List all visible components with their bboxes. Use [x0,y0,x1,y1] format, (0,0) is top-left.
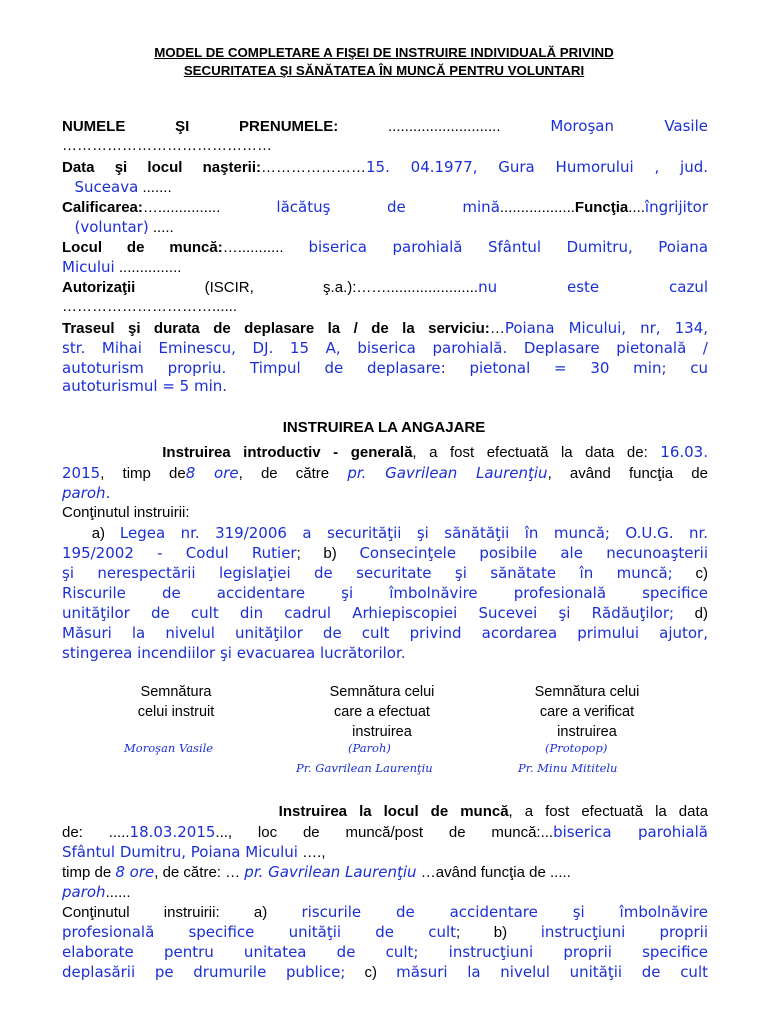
signature-col-efectuat [292,682,472,742]
s2-role: paroh [62,883,106,901]
s1-a-label: a) [91,525,120,542]
s1-date-b: 2015 [62,464,101,482]
s2-place-trailing: …., [297,844,326,861]
document-title [60,44,708,80]
sig3-line-3: instruirea [557,724,617,740]
s2-intro-line [62,802,708,822]
handwritten-signature-instruit: Moroşan Vasile [124,741,214,755]
s2-content-line-2 [62,922,708,943]
work-value-a: biserica parohială Sfântul Dumitru, Poiana [308,238,709,256]
function-line-2 [62,217,708,238]
s1-hours: 8 ore [185,464,239,482]
title-line-2: SECURITATEA ŞI SĂNĂTATEA ÎN MUNCĂ PENTRU VOLUNTARI [183,63,585,78]
s1-role: paroh [62,484,106,502]
func-value-a: îngrijitor [644,198,709,216]
s1-func-text: , având funcţia de [547,465,708,482]
title-line-1: MODEL DE COMPLETARE A FIŞEI DE INSTRUIRE INDIVIDUALĂ PRIVIND [154,45,614,60]
s1-b-text-2: şi nerespectării legislaţiei de securitate şi sănătate în muncă; [62,564,673,582]
s2-a-text-2: profesională specifice unităţii de cult [62,923,456,941]
s2-line-4 [62,862,708,883]
section-heading-angajare: INSTRUIREA LA ANGAJARE [282,419,486,436]
name-field [62,116,708,137]
work-dots: …........... [222,239,284,256]
sig3-line-1: Semnătura celui [534,684,640,700]
route-value-4: autoturismul = 5 min. [62,377,228,395]
s1-c-text-1: Riscurile de accidentare şi îmbolnăvire profesională specifice [62,584,708,602]
s2-b-text-1: instrucţiuni proprii [540,923,709,941]
s1-intro-text: , a fost efectuată la data de: [412,444,661,461]
s2-line-5 [62,882,708,903]
s2-content-line-4 [62,962,708,983]
qual-value: lăcătuş de mină [276,198,500,216]
s2-role-end: ...... [105,884,131,901]
qual-dots-2: .................. [499,199,575,216]
handwritten-role-protopop: (Protopop) [545,741,608,755]
birth-label: Data şi locul naşterii: [62,159,261,176]
workplace-line-2 [62,257,708,278]
s2-time-text: timp de [62,864,116,881]
s1-a-text-2: 195/2002 - Codul Rutier [62,544,297,562]
workplace-field [62,237,708,258]
s1-intro-line [62,442,708,463]
birth-line-2 [62,177,708,198]
s2-place-b: Sfântul Dumitru, Poiana Micului [62,843,298,861]
sig2-line-3: instruirea [352,724,412,740]
sig3-line-2: care a verificat [539,704,635,720]
s2-c-text-2: măsuri la nivelul unităţii de cult [396,963,708,981]
s1-item-a-line-2 [62,543,708,564]
s1-a-text-1: Legea nr. 319/2006 a securităţii şi sănătăţii în muncă; O.U.G. nr. [119,524,709,542]
s2-c-text-1: deplasării pe drumurile publice; [62,963,346,981]
s2-person: pr. Gavrilean Laurenţiu [244,863,417,881]
route-field [62,318,708,339]
route-dots: … [489,320,505,337]
s2-c-label: c) [345,964,397,981]
s1-item-c-line-2 [62,603,708,624]
s1-b-label: ; b) [296,545,360,562]
s1-line-3 [62,483,708,504]
func-label: Funcţia [574,199,629,216]
auth-value: nu este cazul [478,278,708,296]
name-trailing-line [62,136,708,156]
s1-by-text: , de către [238,465,348,482]
s1-d-text-1: Măsuri la nivelul unităţilor de cult privind acordarea primului ajutor, [62,624,708,642]
s1-item-a-line-1 [62,523,708,544]
s2-date: 18.03.2015 [129,823,216,841]
func-dots: .... [628,199,645,216]
s1-person: pr. Gavrilean Laurenţiu [347,464,548,482]
sig2-line-1: Semnătura celui [329,684,435,700]
s2-a-text-1: riscurile de accidentare şi îmbolnăvire [301,903,708,921]
s1-d-text-2: stingerea incendiilor şi evacuarea lucrătorilor. [62,644,406,662]
s1-content-label: Conţinutul instruirii: [62,504,190,521]
s2-line-3 [62,842,708,863]
s2-content-line-1 [62,902,708,923]
s1-line-2 [62,463,708,484]
s1-intro-bold: Instruirea introductiv - generală [162,444,413,461]
sig2-line-2: care a efectuat [334,704,430,720]
birth-value-b: Suceava [74,178,139,196]
auth-label: Autorizaţii [62,279,136,296]
sig1-line-2: celui instruit [137,704,215,720]
name-trailing: …………………………………… [62,137,272,154]
s1-c-text-2: unităţilor de cult din cadrul Arhiepiscopiei Sucevei şi Rădăuţilor; [62,604,675,622]
s1-c-label: c) [672,565,709,582]
s1-date: 16.03. [660,443,708,461]
s2-place-a: biserica parohială [553,823,708,841]
authorizations-field [62,277,708,298]
s2-line-2 [62,822,708,843]
name-dots: ........................... [388,118,501,135]
name-value: Moroşan Vasile [550,117,708,135]
qualification-field [62,197,708,218]
s2-intro-bold: Instruirea la locul de muncă [278,803,509,820]
s1-role-end: . [105,484,111,502]
route-value-1: Poiana Micului, nr, 134, [504,319,709,337]
func-value-b: (voluntar) [74,218,149,236]
signature-col-verificat [497,682,677,742]
s2-by-text: , de către: … [154,864,245,881]
s1-d-label: d) [674,605,708,622]
birth-field [62,157,708,178]
s2-b-text-2: elaborate pentru unitatea de cult; instrucţiuni proprii specifice [62,943,708,961]
work-label: Locul de muncă: [62,239,223,256]
work-trailing: ............... [114,259,182,276]
name-label: NUMELE ŞI PRENUMELE: [62,118,339,135]
route-value-2: str. Mihai Eminescu, DJ. 15 A, biserica parohială. Deplasare pietonală / [62,339,708,357]
handwritten-signature-paroh: Pr. Gavrilean Laurenţiu [296,761,433,775]
s2-line2-prefix: de: ..... [62,824,130,841]
qual-label: Calificarea: [62,199,143,216]
s2-line2-mid: ..., loc de muncă/post de muncă:... [215,824,554,841]
birth-trailing: ....... [138,179,172,196]
func-trailing: ..... [148,219,174,236]
sig1-line-1: Semnătura [140,684,212,700]
qual-dots: …............... [142,199,221,216]
handwritten-role-paroh: (Paroh) [348,741,391,755]
route-label: Traseul şi durata de deplasare la / de la serviciu: [62,320,490,337]
s2-b-label: ; b) [456,924,541,941]
s2-func-text: …având funcţia de ..... [416,864,571,881]
s1-item-b-line-2 [62,563,708,584]
route-value-3: autoturism propriu. Timpul de deplasare: pietonal = 30 min; cu [62,359,708,377]
signature-col-instruit [86,682,266,722]
s2-content-label: Conţinutul instruirii: a) [62,904,302,921]
handwritten-signature-protopop: Pr. Minu Mititelu [518,761,618,775]
auth-line-2 [62,297,708,317]
s2-intro-text: , a fost efectuată la data [508,803,709,820]
work-value-b: Micului [62,258,115,276]
auth-dots: ……...................... [356,279,479,296]
birth-value-a: 15. 04.1977, Gura Humorului , jud. [366,158,708,176]
s1-time-text: , timp de [100,465,186,482]
auth-trailing: …………………………...... [62,298,238,315]
birth-dots: ………………… [261,159,366,176]
s1-b-text-1: Consecinţele posibile ale necunoaşterii [359,544,708,562]
auth-mid: (ISCIR, ş.a.): [204,279,357,296]
s2-hours: 8 ore [115,863,155,881]
